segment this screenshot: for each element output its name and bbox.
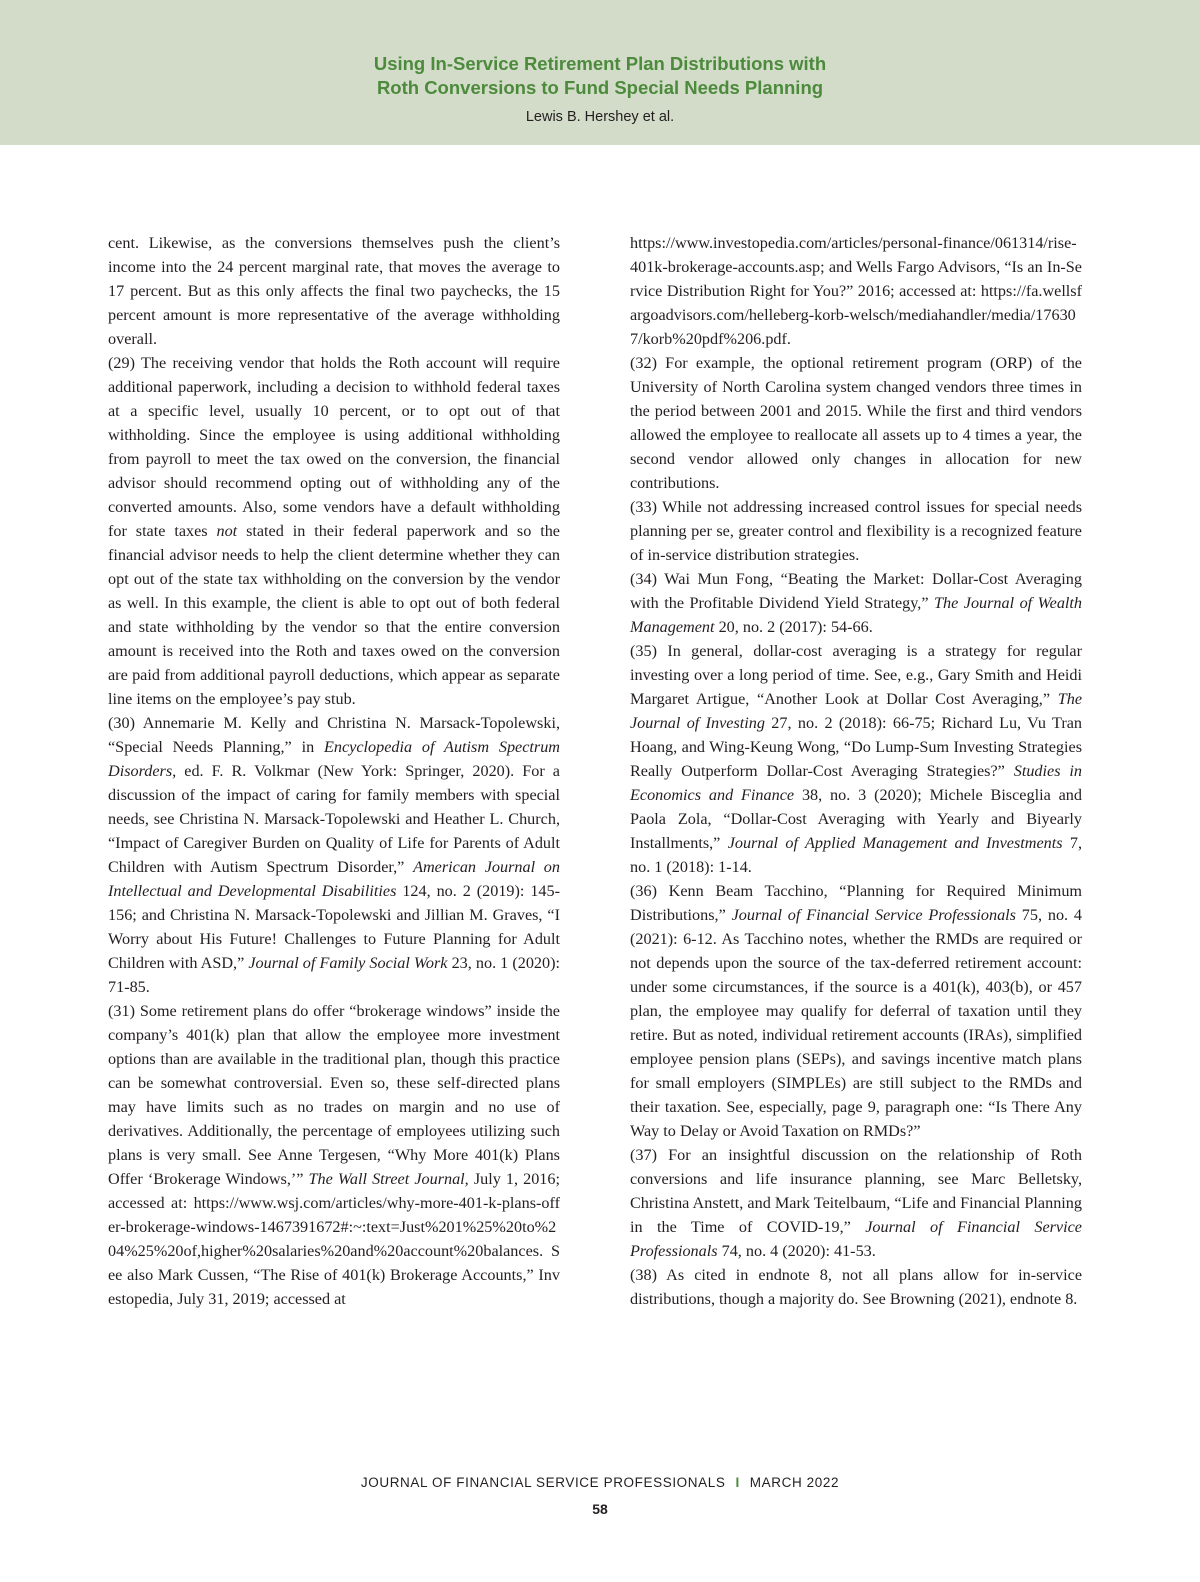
article-title-line-1: Using In-Service Retirement Plan Distributions with bbox=[373, 53, 827, 74]
page-number: 58 bbox=[592, 1501, 608, 1517]
endnote-32: (32) For example, the optional retirement program (ORP) of the University of North Carolina system changed vendors three times in the period between 2001 and 2015. While the first and third vendors allowed the employee to reallocate all assets up to 4 times a year, the second vendor allowed only changes in allocation for new contributions. bbox=[630, 354, 1082, 492]
journal-name: JOURNAL OF FINANCIAL SERVICE PROFESSIONALS bbox=[360, 1475, 726, 1490]
issue-date: MARCH 2022 bbox=[749, 1475, 840, 1490]
endnote-29: (29) The receiving vendor that holds the Roth account will require additional paperwork, including a decision to withhold federal taxes at a specific level, usually 10 percent, or to opt out of that withholding. Since the employee is using additional withholding from payroll to meet the tax owed on the conversion, the financial advisor should recommend opting out of withholding any of the converted amounts. Also, some vendors have a default withholding for state taxes not stated in their federal paperwork and so the financial advisor needs to help the client determine whether they can opt out of the state tax withholding on the conversion by the vendor as well. In this example, the client is able to opt out of both federal and state withholding by the vendor so that the entire conversion amount is received into the Roth and taxes owed on the conversion are paid from additional payroll deductions, which appear as separate line items on the employee’s pay stub. bbox=[108, 354, 560, 708]
running-footer bbox=[0, 1474, 1200, 1492]
continued-note-28: cent. Likewise, as the conversions themselves push the client’s income into the 24 percent marginal rate, that moves the average to 17 percent. But as this only affects the final two paychecks, the 15 percent amount is more representative of the average withholding overall. bbox=[108, 234, 560, 348]
endnote-35: (35) In general, dollar-cost averaging is a strategy for regular investing over a long period of time. See, e.g., Gary Smith and Heidi Margaret Artigue, “Another Look at Dollar Cost Averaging,” The Journal of Investing 27, no. 2 (2018): 66-75; Richard Lu, Vu Tran Hoang, and Wing-Keung Wong, “Do Lump-Sum Investing Strategies Really Outperform Dollar-Cost Averaging Strategies?” Studies in Economics and Finance 38, no. 3 (2020); Michele Bisceglia and Paola Zola, “Dollar-Cost Averaging with Yearly and Biyearly Installments,” Journal of Applied Management and Investments 7, no. 1 (2018): 1-14. bbox=[630, 642, 1082, 876]
endnote-31: (31) Some retirement plans do offer “brokerage windows” inside the company’s 401(k) plan that allow the employee more investment options than are available in the traditional plan, though this practice can be somewhat controversial. Even so, these self-directed plans may have limits such as no trades on margin and no use of derivatives. Additionally, the percentage of employees utilizing such plans is very small. See Anne Tergesen, “Why More 401(k) Plans Offer ‘Brokerage Windows,’” The Wall Street Journal, July 1, 2016; accessed at: https://www.wsj.com/articles/why-more-401-k-plans-offer-brokerage-windows-1467391672#:~:text=Just%201%25%20to%204%25%20of,higher%20salaries%20and%20account%20balances. See also Mark Cussen, “The Rise of 401(k) Brokerage Accounts,” Investopedia, July 31, 2019; accessed at bbox=[108, 1002, 560, 1308]
running-header bbox=[0, 0, 1200, 145]
left-column bbox=[108, 231, 560, 1311]
endnote-34: (34) Wai Mun Fong, “Beating the Market: Dollar-Cost Averaging with the Profitable Dividend Yield Strategy,” The Journal of Wealth Management 20, no. 2 (2017): 54-66. bbox=[630, 570, 1082, 636]
endnote-33: (33) While not addressing increased control issues for special needs planning per se, greater control and flexibility is a recognized feature of in-service distribution strategies. bbox=[630, 498, 1082, 564]
endnote-38: (38) As cited in endnote 8, not all plans allow for in-service distributions, though a majority do. See Browning (2021), endnote 8. bbox=[630, 1266, 1082, 1308]
continued-note-31: https://www.investopedia.com/articles/personal-finance/061314/rise-401k-brokerage-accounts.asp; and Wells Fargo Advisors, “Is an In-Service Distribution Right for You?” 2016; accessed at: https://fa.wellsfargoadvisors.com/helleberg-korb-welsch/mediahandler/media/176307/korb%20pdf%206.pdf. bbox=[630, 234, 1082, 348]
footer-separator: I bbox=[735, 1475, 740, 1490]
right-column bbox=[630, 231, 1082, 1311]
article-title bbox=[0, 52, 1200, 100]
article-title-line-2: Roth Conversions to Fund Special Needs Planning bbox=[376, 77, 824, 98]
article-author: Lewis B. Hershey et al. bbox=[525, 109, 675, 125]
endnote-36: (36) Kenn Beam Tacchino, “Planning for Required Minimum Distributions,” Journal of Financial Service Professionals 75, no. 4 (2021): 6-12. As Tacchino notes, whether the RMDs are required or not depends upon the source of the tax-deferred retirement account: under some circumstances, if the source is a 401(k), 403(b), or 457 plan, the employee may qualify for deferral of taxation until they retire. But as noted, individual retirement accounts (IRAs), simplified employee pension plans (SEPs), and savings incentive match plans for small employers (SIMPLEs) are still subject to the RMDs and their taxation. See, especially, page 9, paragraph one: “Is There Any Way to Delay or Avoid Taxation on RMDs?” bbox=[630, 882, 1083, 1140]
endnote-37: (37) For an insightful discussion on the relationship of Roth conversions and life insurance planning, see Marc Belletsky, Christina Anstett, and Mark Teitelbaum, “Life and Financial Planning in the Time of COVID-19,” Journal of Financial Service Professionals 74, no. 4 (2020): 41-53. bbox=[630, 1146, 1082, 1260]
endnote-30: (30) Annemarie M. Kelly and Christina N. Marsack-Topolewski, “Special Needs Planning,” in Encyclopedia of Autism Spectrum Disorders, ed. F. R. Volkmar (New York: Springer, 2020). For a discussion of the impact of caring for family members with special needs, see Christina N. Marsack-Topolewski and Heather L. Church, “Impact of Caregiver Burden on Quality of Life for Parents of Adult Children with Autism Spectrum Disorder,” American Journal on Intellectual and Developmental Disabilities 124, no. 2 (2019): 145-156; and Christina N. Marsack-Topolewski and Jillian M. Graves, “I Worry about His Future! Challenges to Future Planning for Adult Children with ASD,” Journal of Family Social Work 23, no. 1 (2020): 71-85. bbox=[108, 714, 561, 996]
